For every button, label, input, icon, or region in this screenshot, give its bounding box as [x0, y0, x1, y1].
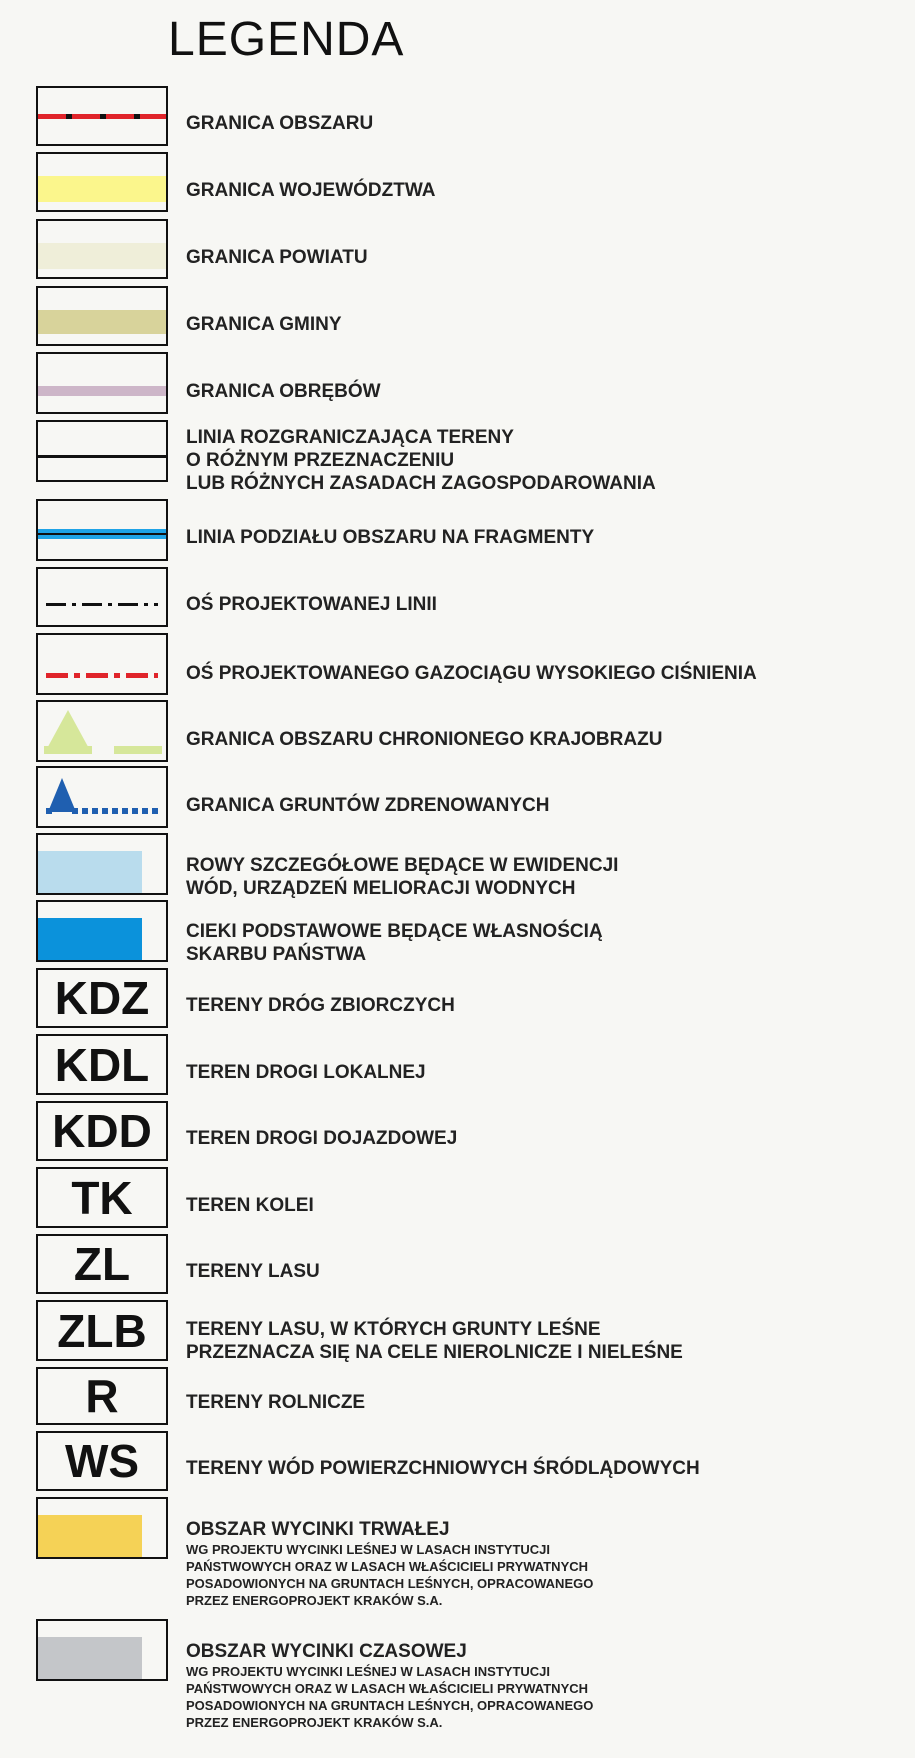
legend-label-granica-powiatu: GRANICA POWIATU	[186, 247, 368, 268]
legend-label-zl: TERENY LASU	[186, 1261, 320, 1282]
legend-label-tk: TEREN KOLEI	[186, 1195, 314, 1216]
symbol-granica-chronionego-krajobrazu	[36, 700, 168, 762]
symbol-code: R	[85, 1370, 119, 1422]
legend-label-granica-obszaru: GRANICA OBSZARU	[186, 113, 374, 134]
triangle-icon	[38, 702, 166, 760]
legend-label-cieki-podstawowe: CIEKI PODSTAWOWE BĘDĄCE WŁASNOŚCIĄ SKARBU PAŃSTWA	[186, 921, 603, 965]
symbol-wycinka-czasowa	[36, 1619, 168, 1681]
symbol-kdd	[36, 1101, 168, 1161]
symbol-code: WS	[64, 1435, 140, 1487]
symbol-code: KDL	[54, 1038, 150, 1091]
symbol-wycinka-trwala	[36, 1497, 168, 1559]
legend-label-kdz: TERENY DRÓG ZBIORCZYCH	[186, 995, 455, 1016]
legend-label-wycinka-czasowa: OBSZAR WYCINKI CZASOWEJ WG PROJEKTU WYCINKI LEŚNEJ W LASACH INSTYTUCJI PAŃSTWOWYCH ORAZ W LASACH WŁAŚCICIELI PRYWATNYCH POSADOWIONYCH NA GRUNTACH LEŚNYCH, OPRACOWANEGO PRZEZ ENERGOPROJEKT KRAKÓW S.A.	[186, 1641, 594, 1730]
legend-label-rowy-szczegolowe: ROWY SZCZEGÓŁOWE BĘDĄCE W EWIDENCJI WÓD, URZĄDZEŃ MELIORACJI WODNYCH	[186, 855, 619, 899]
symbol-granica-obrebow	[36, 352, 168, 414]
symbol-ws	[36, 1431, 168, 1491]
legend-label-os-projektowanej-linii: OŚ PROJEKTOWANEJ LINII	[186, 594, 437, 615]
symbol-zl	[36, 1234, 168, 1294]
legend-label-wycinka-trwala: OBSZAR WYCINKI TRWAŁEJ WG PROJEKTU WYCINKI LEŚNEJ W LASACH INSTYTUCJI PAŃSTWOWYCH ORAZ W LASACH WŁAŚCICIELI PRYWATNYCH POSADOWIONYCH NA GRUNTACH LEŚNYCH, OPRACOWANEGO PRZEZ ENERGOPROJEKT KRAKÓW S.A.	[186, 1519, 594, 1608]
legend-label-granica-chronionego-krajobrazu: GRANICA OBSZARU CHRONIONEGO KRAJOBRAZU	[186, 729, 663, 750]
symbol-code: KDD	[52, 1105, 152, 1157]
symbol-granica-gminy	[36, 286, 168, 346]
symbol-granica-wojewodztwa	[36, 152, 168, 212]
symbol-kdl	[36, 1034, 168, 1095]
symbol-kdz	[36, 968, 168, 1028]
symbol-os-projektowanej-linii	[36, 567, 168, 627]
legend-label-kdl: TEREN DROGI LOKALNEJ	[186, 1062, 426, 1083]
symbol-tk	[36, 1167, 168, 1228]
legend-label-granica-obrebow: GRANICA OBRĘBÓW	[186, 381, 381, 402]
legend-label-zlb: TERENY LASU, W KTÓRYCH GRUNTY LEŚNE PRZEZNACZA SIĘ NA CELE NIEROLNICZE I NIELEŚNE	[186, 1319, 683, 1363]
symbol-code: ZLB	[57, 1304, 147, 1357]
symbol-code: KDZ	[54, 972, 150, 1024]
legend-label-os-gazociagu: OŚ PROJEKTOWANEGO GAZOCIĄGU WYSOKIEGO CIŚNIENIA	[186, 663, 757, 684]
legend-label-linia-rozgraniczajaca: LINIA ROZGRANICZAJĄCA TERENY O RÓŻNYM PRZEZNACZENIU LUB RÓŻNYCH ZASADACH ZAGOSPODAROWANIA	[186, 427, 656, 494]
symbol-cieki-podstawowe	[36, 900, 168, 962]
symbol-os-gazociagu	[36, 633, 168, 695]
symbol-granica-powiatu	[36, 219, 168, 279]
legend-title: LEGENDA	[168, 13, 405, 66]
symbol-code: TK	[71, 1171, 133, 1224]
symbol-rowy-szczegolowe	[36, 833, 168, 895]
legend-label-granica-gminy: GRANICA GMINY	[186, 314, 342, 335]
symbol-r	[36, 1367, 168, 1425]
legend-label-r: TERENY ROLNICZE	[186, 1392, 366, 1413]
symbol-linia-rozgraniczajaca	[36, 420, 168, 482]
legend-label-kdd: TEREN DROGI DOJAZDOWEJ	[186, 1128, 458, 1149]
legend-label-granica-wojewodztwa: GRANICA WOJEWÓDZTWA	[186, 180, 436, 201]
legend-label-linia-podzialu: LINIA PODZIAŁU OBSZARU NA FRAGMENTY	[186, 527, 595, 548]
legend-label-ws: TERENY WÓD POWIERZCHNIOWYCH ŚRÓDLĄDOWYCH	[186, 1458, 700, 1479]
symbol-granica-gruntow-zdrenowanych	[36, 766, 168, 828]
symbol-linia-podzialu	[36, 499, 168, 561]
symbol-code: ZL	[73, 1238, 131, 1290]
legend-label-granica-gruntow-zdrenowanych: GRANICA GRUNTÓW ZDRENOWANYCH	[186, 795, 550, 816]
symbol-granica-obszaru	[36, 86, 168, 146]
drainage-marker-icon	[38, 768, 166, 826]
symbol-zlb	[36, 1300, 168, 1361]
